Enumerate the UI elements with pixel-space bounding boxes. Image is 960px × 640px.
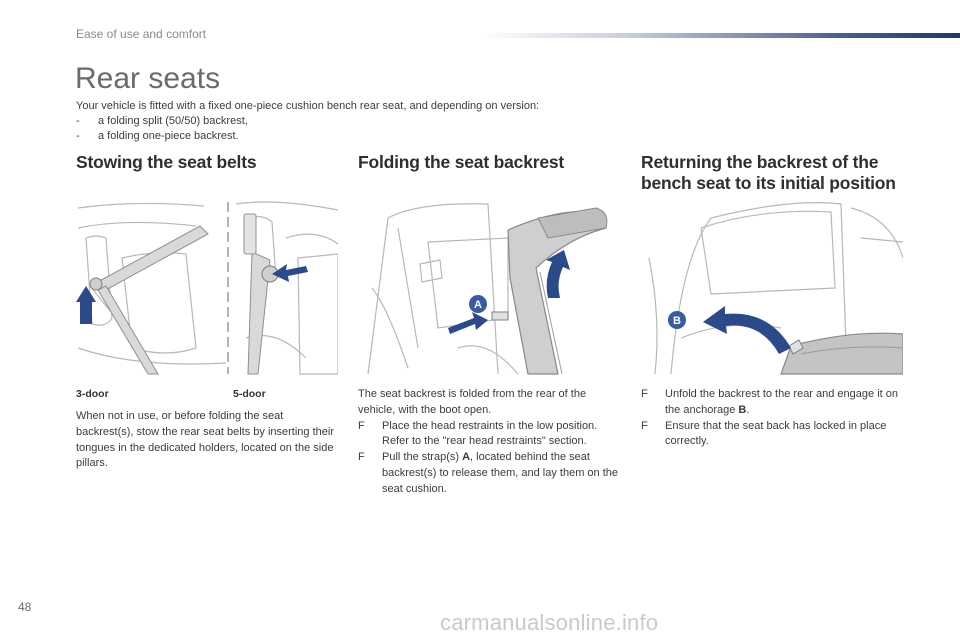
folding-step-1: [358, 419, 620, 451]
folding-backrest-illustration: [358, 198, 620, 376]
header-gradient-bar: [480, 33, 960, 38]
bullet-icon: F: [641, 419, 648, 432]
section-title-folding-backrest: Folding the seat backrest: [358, 152, 565, 172]
returning-step-1-pre: Unfold the backrest to the rear and engage it on the anchorage: [665, 388, 898, 416]
section-title-returning-backrest: [641, 152, 896, 194]
intro-item: [76, 129, 539, 144]
returning-step-1-ref: B: [738, 403, 747, 416]
badge-b: B: [673, 315, 681, 327]
figure-returning-backrest: [641, 198, 903, 376]
returning-backrest-illustration: [641, 198, 903, 376]
watermark: carmanualsonline.info: [440, 610, 659, 635]
folding-step-2: [358, 450, 620, 497]
folding-step-1-note: Refer to the "rear head restraints" section.: [382, 435, 587, 448]
caption-3-door: 3-door: [76, 388, 109, 400]
intro-item: [76, 114, 539, 129]
folding-step-1-text: Place the head restraints in the low position.: [382, 419, 598, 432]
returning-step-2: [641, 419, 903, 451]
section-title-line: Returning the backrest of the: [641, 152, 879, 172]
folding-instructions: [358, 387, 620, 498]
section-title-line: bench seat to its initial position: [641, 173, 896, 193]
page-title: Rear seats: [75, 62, 221, 95]
folding-step-2-pre: Pull the strap(s): [382, 451, 463, 464]
returning-instructions: [641, 387, 903, 450]
returning-step-1: [641, 387, 903, 419]
intro-line: Your vehicle is fitted with a fixed one-piece cushion bench rear seat, and depending on version:: [76, 100, 540, 112]
intro-item-text: a folding one-piece backrest.: [98, 130, 239, 142]
returning-step-2-text: Ensure that the seat back has locked in place correctly.: [665, 419, 887, 448]
bullet-icon: F: [358, 419, 365, 432]
intro-item-text: a folding split (50/50) backrest,: [98, 115, 248, 127]
intro-dash: -: [76, 115, 80, 127]
figure-folding-backrest: [358, 198, 620, 376]
page-number: 48: [18, 600, 32, 614]
caption-5-door: 5-door: [233, 388, 266, 400]
seat-belt-illustration: [76, 198, 338, 376]
bullet-icon: F: [358, 451, 365, 464]
intro-text: [76, 99, 539, 144]
badge-a: A: [474, 299, 482, 311]
returning-step-1-post: .: [746, 403, 750, 416]
stowing-paragraph: When not in use, or before folding the seat backrest(s), stow the rear seat belts by inserting their tongues in the dedicated holders, located on the side pillars.: [76, 410, 334, 470]
intro-dash: -: [76, 130, 80, 142]
section-title-stowing-seat-belts: Stowing the seat belts: [76, 152, 257, 172]
section-header: Ease of use and comfort: [76, 27, 207, 41]
folding-intro: The seat backrest is folded from the rear of the vehicle, with the boot open.: [358, 388, 587, 416]
figure-seat-belt-stowing: [76, 198, 338, 376]
folding-step-2-ref: A: [462, 451, 471, 464]
bullet-icon: F: [641, 388, 648, 400]
folding-step-2-post: , located behind the seat backrest(s) to release them, and lay them on the seat cushion.: [382, 451, 619, 495]
